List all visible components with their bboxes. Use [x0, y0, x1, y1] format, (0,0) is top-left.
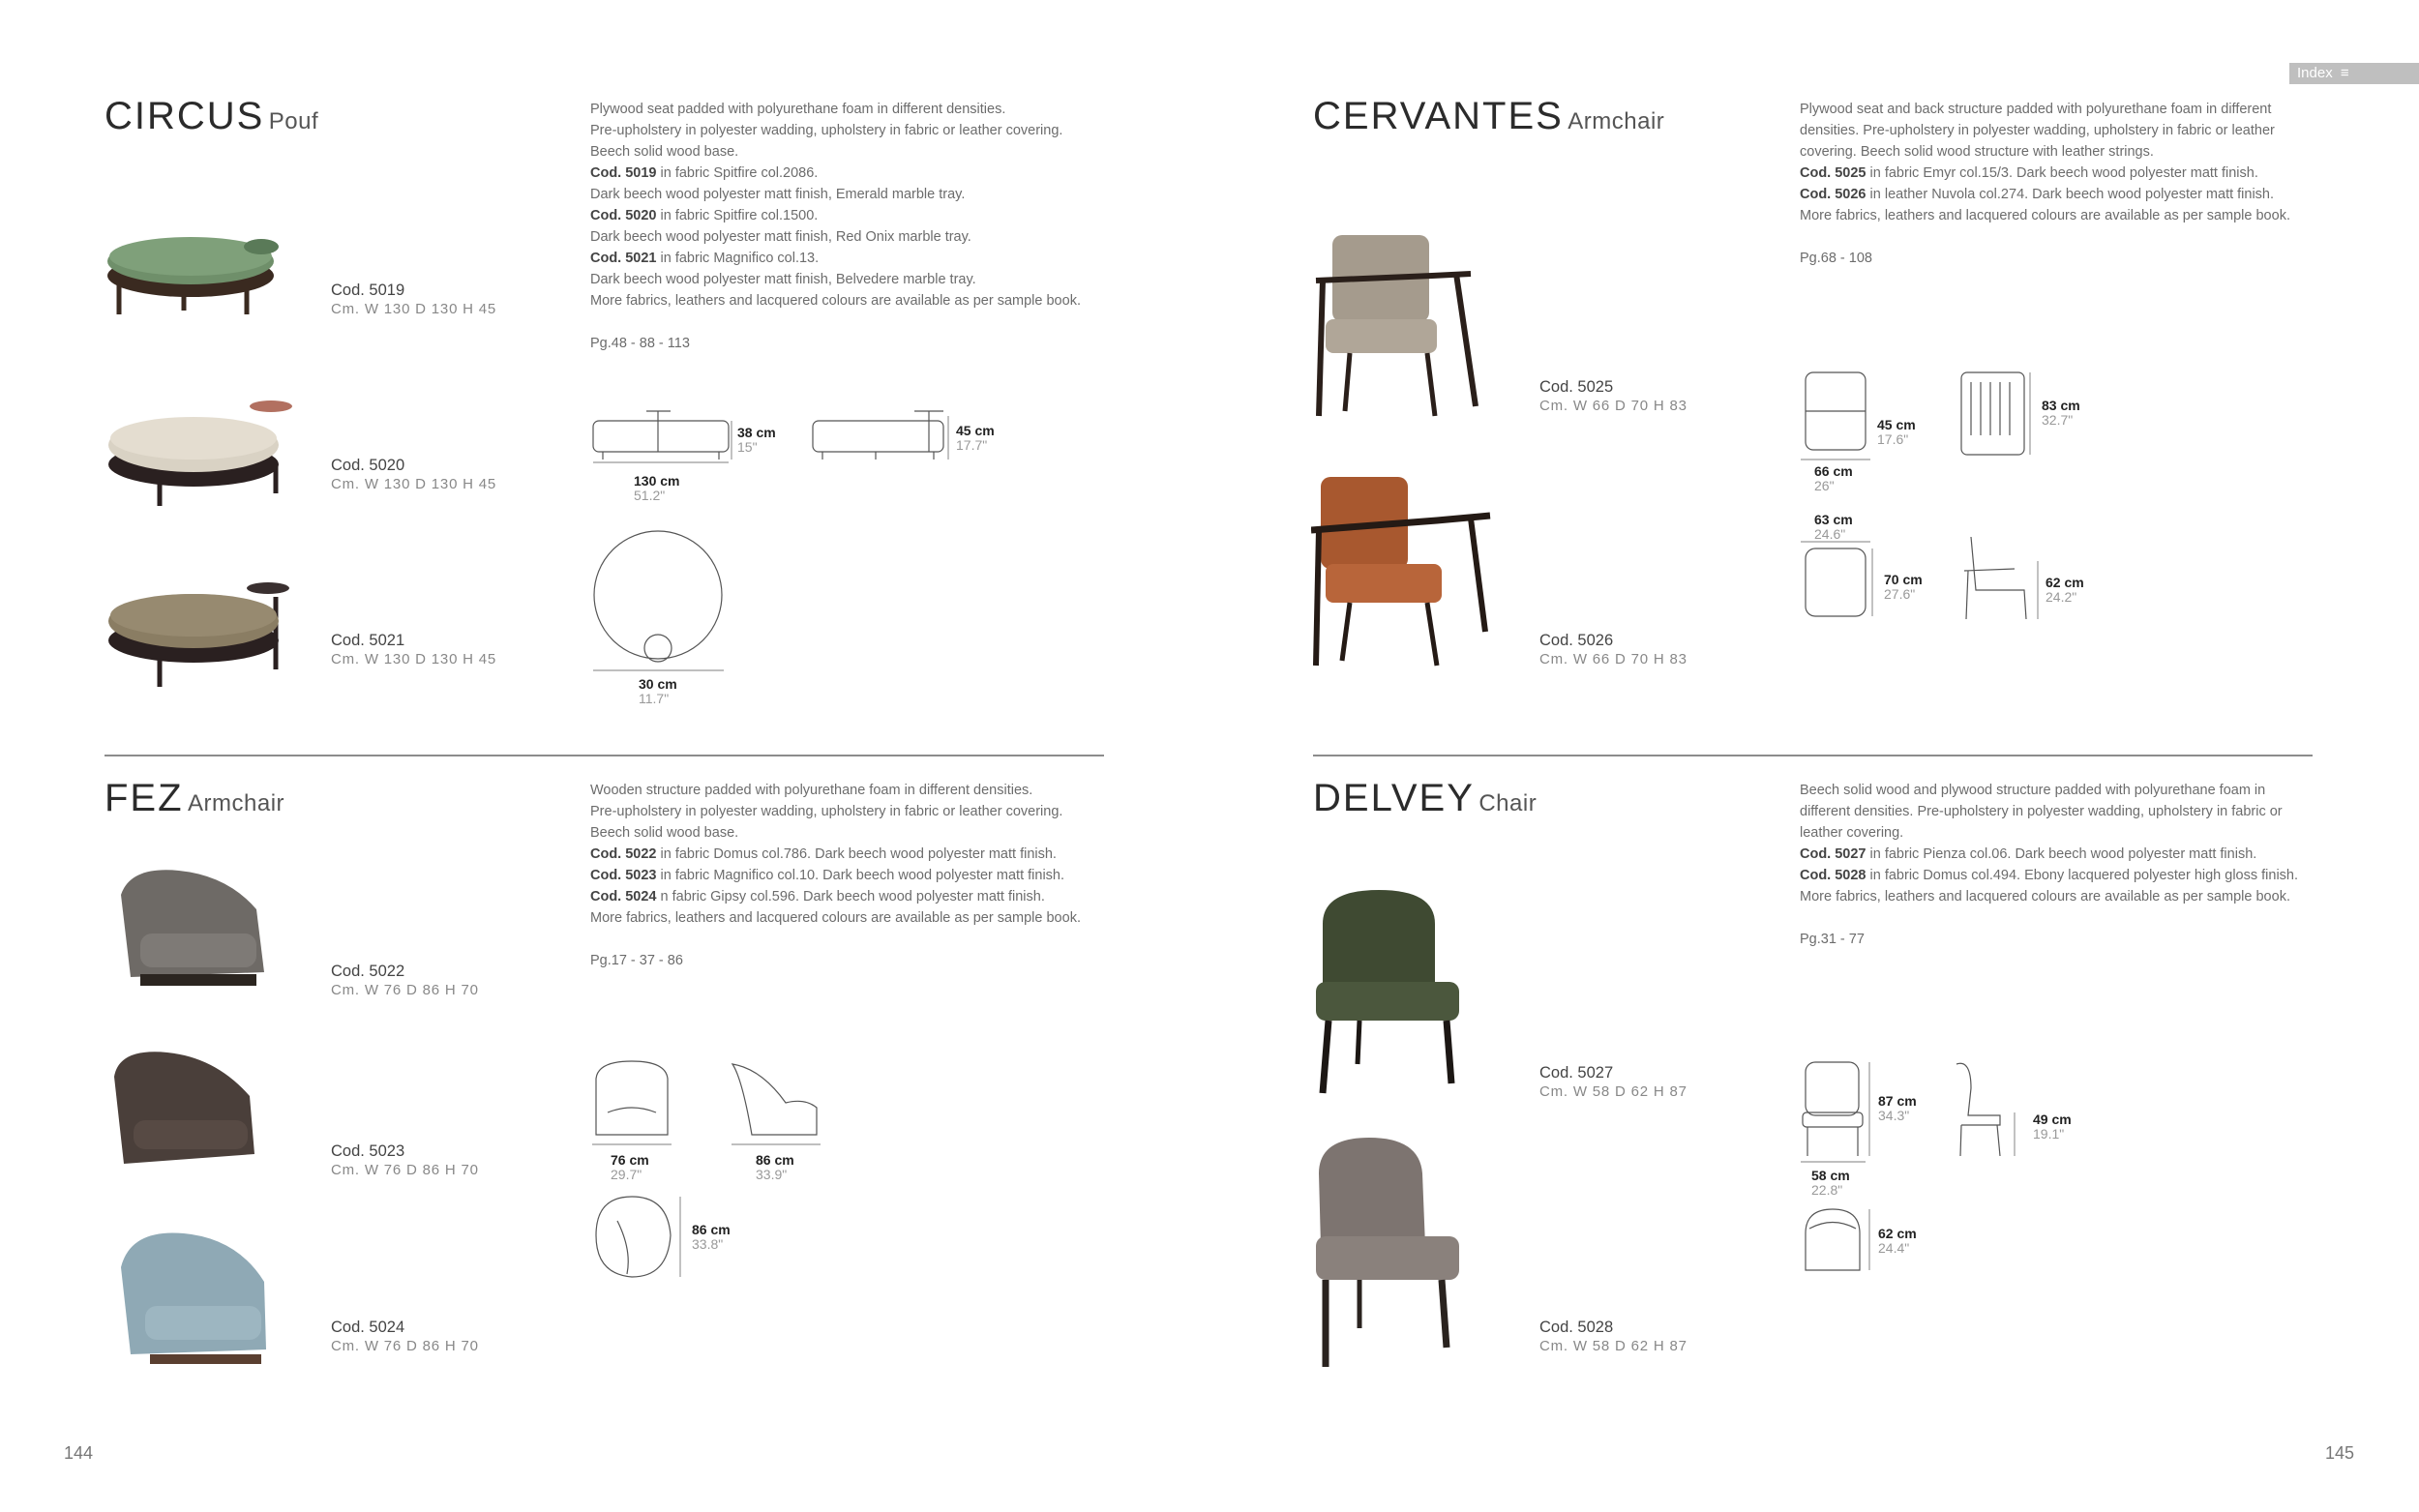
delvey-side-drawing [1947, 1059, 2024, 1166]
circus-5021-image [102, 573, 295, 689]
delvey-dim-height: 87 cm 34.3" [1878, 1093, 1917, 1123]
cervantes-description: Plywood seat and back structure padded with polyurethane foam in different densities. Pre-upholstery in polyester wadding, upholstery in fabric or leather covering. Beech solid wood structure with leather strings. Cod. 5025 in fabric Emyr col.15/3. Dark beech wood polyester matt finish. Cod. 5026 in leather Nuvola col.274. Dark beech wood polyester matt finish. More fabrics, leathers and lacquered colours are available as per sample book. Pg.68 - 108 [1800, 99, 2314, 269]
fez-5024-image [111, 1229, 276, 1374]
delvey-pages: Pg.31 - 77 [1800, 932, 1865, 947]
fez-dim-width: 76 cm 29.7" [611, 1152, 649, 1182]
cervantes-back-drawing [1956, 368, 2034, 460]
cervantes-dim-height: 83 cm 32.7" [2042, 398, 2080, 428]
delvey-dim-depth: 62 cm 24.4" [1878, 1226, 1917, 1256]
cervantes-side-drawing [1956, 532, 2044, 624]
fez-5023-image [105, 1048, 264, 1178]
delvey-front-drawing [1798, 1059, 1875, 1166]
fez-5023-cod: Cod. 5023 Cm. W 76 D 86 H 70 [331, 1142, 479, 1178]
fez-dim-depth: 86 cm 33.9" [756, 1152, 794, 1182]
fez-title: FEZ Armchair [105, 777, 285, 819]
delvey-dim-width: 58 cm 22.8" [1811, 1168, 1850, 1198]
circus-5021-cod: Cod. 5021 Cm. W 130 D 130 H 45 [331, 632, 497, 667]
divider-right [1313, 755, 2313, 756]
divider-left [105, 755, 1104, 756]
circus-side-drawing-tray [808, 406, 953, 464]
delvey-title: DELVEY Chair [1313, 777, 1538, 819]
circus-5019-image [102, 218, 285, 319]
delvey-5027-cod: Cod. 5027 Cm. W 58 D 62 H 87 [1539, 1064, 1687, 1100]
cervantes-dim-armrest: 62 cm 24.2" [2046, 575, 2084, 605]
circus-dim-width: 130 cm 51.2" [634, 473, 680, 503]
page-number-right: 145 [2325, 1443, 2355, 1463]
delvey-5028-cod: Cod. 5028 Cm. W 58 D 62 H 87 [1539, 1319, 1687, 1354]
fez-5022-cod: Cod. 5022 Cm. W 76 D 86 H 70 [331, 963, 479, 998]
fez-description: Wooden structure padded with polyurethane foam in different densities. Pre-upholstery in polyester wadding, upholstery in fabric or leather covering. Beech solid wood base. Cod. 5022 in fabric Domus col.786. Dark beech wood polyester matt finish. Cod. 5023 in fabric Magnifico col.10. Dark beech wood polyester matt finish. Cod. 5024 n fabric Gipsy col.596. Dark beech wood polyester matt finish. More fabrics, leathers and lacquered colours are available as per sample book. Pg.17 - 37 - 86 [590, 780, 1108, 971]
circus-pages: Pg.48 - 88 - 113 [590, 336, 690, 351]
circus-5020-cod: Cod. 5020 Cm. W 130 D 130 H 45 [331, 457, 497, 492]
fez-front-drawing [588, 1059, 675, 1151]
cervantes-5025-image [1311, 227, 1495, 421]
cervantes-front-drawing [1798, 368, 1875, 464]
cervantes-top-drawing [1798, 537, 1875, 624]
cervantes-dim-depth: 70 cm 27.6" [1884, 572, 1923, 602]
index-label: Index [2297, 65, 2333, 81]
delvey-5027-image [1311, 885, 1476, 1098]
circus-description: Plywood seat padded with polyurethane foam in different densities. Pre-upholstery in polyester wadding, upholstery in fabric or leather covering. Beech solid wood base. Cod. 5019 in fabric Spitfire col.2086. Dark beech wood polyester matt finish, Emerald marble tray. Cod. 5020 in fabric Spitfire col.1500. Dark beech wood polyester matt finish, Red Onix marble tray. Cod. 5021 in fabric Magnifico col.13. Dark beech wood polyester matt finish, Belvedere marble tray. More fabrics, leathers and lacquered colours are available as per sample book. Pg.48 - 88 - 113 [590, 99, 1108, 354]
cervantes-pages: Pg.68 - 108 [1800, 251, 1872, 266]
circus-dim-tray: 30 cm 11.7" [639, 676, 677, 706]
index-tab[interactable] [2289, 63, 2419, 84]
circus-title: CIRCUS Pouf [105, 95, 319, 137]
list-icon: ≡ [2340, 65, 2349, 81]
cervantes-5026-image [1311, 472, 1495, 675]
page-number-left: 144 [64, 1443, 94, 1463]
fez-5024-cod: Cod. 5024 Cm. W 76 D 86 H 70 [331, 1319, 479, 1354]
circus-top-drawing [588, 527, 733, 672]
circus-5019-cod: Cod. 5019 Cm. W 130 D 130 H 45 [331, 282, 497, 317]
fez-top-drawing [588, 1192, 685, 1284]
delvey-top-drawing [1798, 1204, 1875, 1277]
delvey-description: Beech solid wood and plywood structure padded with polyurethane foam in different densities. Pre-upholstery in polyester wadding, upholstery in fabric or leather covering. Cod. 5027 in fabric Pienza col.06. Dark beech wood polyester matt finish. Cod. 5028 in fabric Domus col.494. Ebony lacquered polyester high gloss finish. More fabrics, leathers and lacquered colours are available as per sample book. Pg.31 - 77 [1800, 780, 2314, 950]
delvey-5028-image [1311, 1135, 1476, 1372]
cervantes-dim-top-width: 63 cm 24.6" [1814, 512, 1853, 542]
cervantes-dim-seat: 45 cm 17.6" [1877, 417, 1916, 447]
fez-5022-image [111, 866, 271, 1001]
circus-5020-image [102, 392, 295, 508]
cervantes-dim-width: 66 cm 26" [1814, 463, 1853, 493]
delvey-dim-seat: 49 cm 19.1" [2033, 1112, 2072, 1141]
circus-dim-height-b: 45 cm 17.7" [956, 423, 995, 453]
cervantes-5025-cod: Cod. 5025 Cm. W 66 D 70 H 83 [1539, 378, 1687, 414]
fez-pages: Pg.17 - 37 - 86 [590, 953, 683, 968]
circus-dim-height-a: 38 cm 15" [737, 425, 776, 455]
cervantes-title: CERVANTES Armchair [1313, 95, 1665, 137]
circus-side-drawing [588, 406, 733, 464]
cervantes-5026-cod: Cod. 5026 Cm. W 66 D 70 H 83 [1539, 632, 1687, 667]
fez-side-drawing [728, 1059, 824, 1151]
fez-dim-top: 86 cm 33.8" [692, 1222, 731, 1252]
